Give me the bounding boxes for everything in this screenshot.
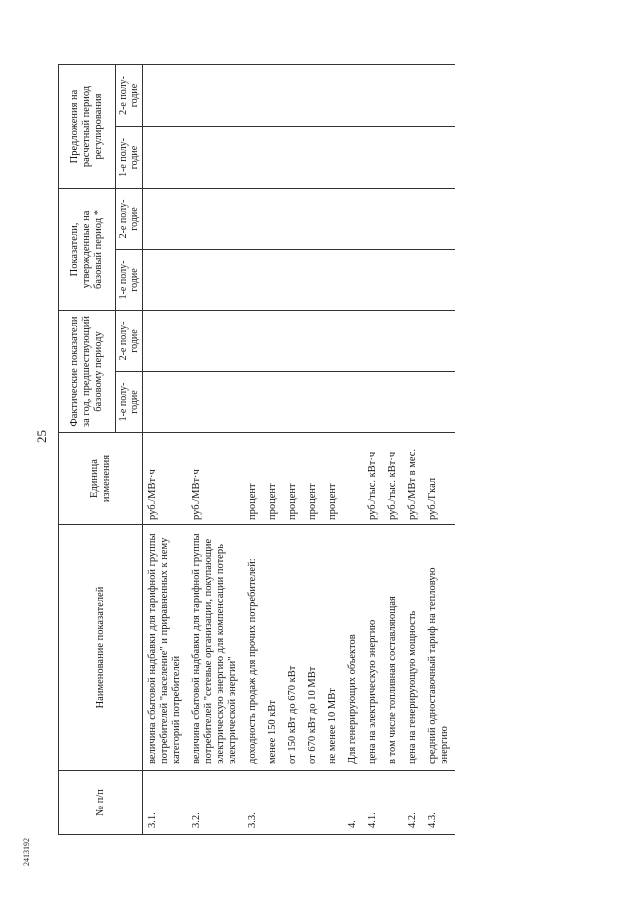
row-unit: руб./тыс. кВт·ч [383, 433, 403, 525]
value-cell [143, 311, 188, 372]
row-unit: процент [243, 433, 263, 525]
value-cell [403, 372, 423, 433]
row-indicator-name: Для генерирующих объектов [343, 525, 363, 771]
rotated-table-container [58, 65, 590, 835]
value-cell [343, 127, 363, 189]
value-cell [383, 189, 403, 250]
value-cell [363, 250, 383, 311]
value-cell [323, 250, 343, 311]
row-unit: руб./МВт·ч [143, 433, 188, 525]
row-number: 4.2. [403, 771, 423, 835]
value-cell [263, 189, 283, 250]
value-cell [283, 65, 303, 127]
value-cell [323, 65, 343, 127]
value-cell [243, 250, 263, 311]
value-cell [243, 65, 263, 127]
table-row [423, 65, 455, 835]
table-row [283, 65, 303, 835]
value-cell [303, 189, 323, 250]
value-cell [323, 311, 343, 372]
header-unit: Единица изменения [59, 433, 143, 525]
value-cell [263, 372, 283, 433]
row-unit [343, 433, 363, 525]
row-number: 4. [343, 771, 363, 835]
table-row [243, 65, 263, 835]
header-name: Наименование показателей [59, 525, 143, 771]
header-group-actual: Фактические показатели за год, предшествующий базовому периоду [59, 311, 116, 433]
table-row [143, 65, 188, 835]
row-number: 3.1. [143, 771, 188, 835]
value-cell [187, 127, 243, 189]
table-row [383, 65, 403, 835]
row-unit: процент [303, 433, 323, 525]
value-cell [303, 372, 323, 433]
value-cell [403, 311, 423, 372]
value-cell [423, 372, 455, 433]
value-cell [243, 311, 263, 372]
value-cell [283, 372, 303, 433]
row-indicator-name: доходность продаж для прочих потребителей: [243, 525, 263, 771]
row-indicator-name: не менее 10 МВт [323, 525, 343, 771]
row-number [263, 771, 283, 835]
row-indicator-name: в том числе топливная составляющая [383, 525, 403, 771]
value-cell [343, 65, 363, 127]
table-row [303, 65, 323, 835]
value-cell [143, 372, 188, 433]
row-indicator-name: менее 150 кВт [263, 525, 283, 771]
row-number [303, 771, 323, 835]
value-cell [383, 250, 403, 311]
value-cell [243, 372, 263, 433]
row-indicator-name: от 670 кВт до 10 МВт [303, 525, 323, 771]
row-indicator-name: величина сбытовой надбавки для тарифной группы потребителей "сетевые организации, покупающие электрическую энергию для компенсации потерь электрической энергии" [187, 525, 243, 771]
value-cell [343, 372, 363, 433]
row-number: 3.2. [187, 771, 243, 835]
value-cell [323, 127, 343, 189]
row-unit: руб./Гкал [423, 433, 455, 525]
value-cell [243, 189, 263, 250]
row-unit: руб./МВт в мес. [403, 433, 423, 525]
row-unit: руб./тыс. кВт·ч [363, 433, 383, 525]
row-number: 3.3. [243, 771, 263, 835]
value-cell [283, 250, 303, 311]
value-cell [187, 311, 243, 372]
value-cell [143, 189, 188, 250]
value-cell [263, 311, 283, 372]
value-cell [383, 372, 403, 433]
value-cell [323, 372, 343, 433]
value-cell [363, 311, 383, 372]
value-cell [143, 250, 188, 311]
header-num: № п/п [59, 771, 143, 835]
row-indicator-name: величина сбытовой надбавки для тарифной группы потребителей "население" и приравненных к нему категорий потребителей [143, 525, 188, 771]
value-cell [343, 250, 363, 311]
table-row [343, 65, 363, 835]
header-half1: 1-е полу- годие [116, 250, 143, 311]
value-cell [363, 127, 383, 189]
value-cell [263, 127, 283, 189]
value-cell [243, 127, 263, 189]
value-cell [383, 65, 403, 127]
row-indicator-name: цена на генерирующую мощность [403, 525, 423, 771]
table-body [143, 65, 456, 835]
header-half1: 1-е полу- годие [116, 372, 143, 433]
value-cell [303, 250, 323, 311]
header-group-approved: Показатели, утвержденные на базовый период * [59, 189, 116, 311]
value-cell [303, 65, 323, 127]
value-cell [403, 189, 423, 250]
row-unit: процент [263, 433, 283, 525]
row-number [283, 771, 303, 835]
value-cell [363, 372, 383, 433]
value-cell [423, 127, 455, 189]
row-number: 4.3. [423, 771, 455, 835]
header-half2: 2-е полу- годие [116, 65, 143, 127]
value-cell [423, 250, 455, 311]
row-unit: процент [283, 433, 303, 525]
value-cell [423, 311, 455, 372]
value-cell [383, 127, 403, 189]
table-row [403, 65, 423, 835]
value-cell [383, 311, 403, 372]
value-cell [323, 189, 343, 250]
value-cell [343, 189, 363, 250]
value-cell [403, 65, 423, 127]
value-cell [303, 311, 323, 372]
value-cell [187, 250, 243, 311]
table-row [187, 65, 243, 835]
table-row [263, 65, 283, 835]
row-number [323, 771, 343, 835]
value-cell [283, 311, 303, 372]
document-id: 2413192 [22, 838, 31, 866]
header-half2: 2-е полу- годие [116, 189, 143, 250]
value-cell [343, 311, 363, 372]
table-row [363, 65, 383, 835]
value-cell [187, 65, 243, 127]
indicators-table [58, 64, 455, 835]
header-half1: 1-е полу- годие [116, 127, 143, 189]
value-cell [263, 250, 283, 311]
row-indicator-name: от 150 кВт до 670 кВт [283, 525, 303, 771]
value-cell [403, 127, 423, 189]
value-cell [423, 65, 455, 127]
row-unit: руб./МВт·ч [187, 433, 243, 525]
row-number: 4.1. [363, 771, 383, 835]
value-cell [263, 65, 283, 127]
value-cell [403, 250, 423, 311]
value-cell [363, 189, 383, 250]
row-unit: процент [323, 433, 343, 525]
value-cell [143, 127, 188, 189]
row-indicator-name: цена на электрическую энергию [363, 525, 383, 771]
value-cell [423, 189, 455, 250]
value-cell [363, 65, 383, 127]
value-cell [283, 189, 303, 250]
table-row [323, 65, 343, 835]
value-cell [187, 189, 243, 250]
value-cell [187, 372, 243, 433]
value-cell [143, 65, 188, 127]
page-number: 25 [34, 430, 49, 443]
row-indicator-name: средний одноставочный тариф на тепловую энергию [423, 525, 455, 771]
row-number [383, 771, 403, 835]
value-cell [283, 127, 303, 189]
value-cell [303, 127, 323, 189]
header-half2: 2-е полу- годие [116, 311, 143, 372]
header-group-proposals: Предложения на расчетный период регулирования [59, 65, 116, 189]
